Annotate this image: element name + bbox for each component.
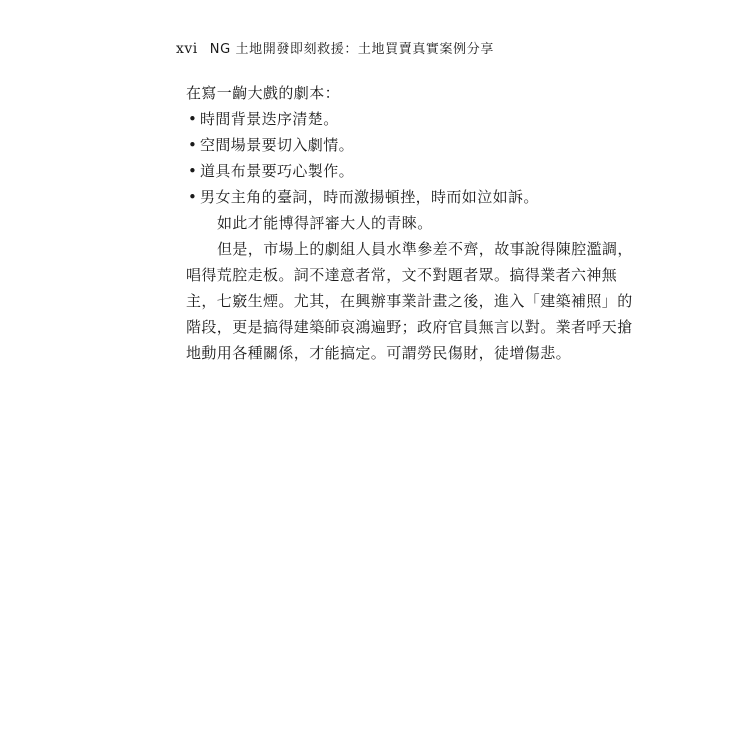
bullet-text: 空間場景要切入劇情。 <box>200 136 355 154</box>
paragraph-line: 地動用各種關係，才能搞定。可謂勞民傷財，徒增傷悲。 <box>186 344 572 362</box>
intro-line: 在寫一齣大戲的劇本： <box>186 84 341 102</box>
closing-line: 如此才能博得評審大人的青睞。 <box>217 214 433 232</box>
body-text <box>186 80 633 366</box>
paragraph-line: 階段，更是搞得建築師哀鴻遍野；政府官員無言以對。業者呼天搶 <box>186 318 633 336</box>
page-number: xvi <box>176 41 198 57</box>
running-header <box>176 38 494 58</box>
bullet-item <box>188 184 586 210</box>
bullet-item <box>188 132 586 158</box>
bullet-marker: • <box>188 110 198 128</box>
paragraph-line: 唱得荒腔走板。詞不達意者常，文不對題者眾。搞得業者六神無 <box>186 266 618 284</box>
bullet-marker: • <box>188 188 198 206</box>
bullet-item <box>188 106 586 132</box>
bullet-text: 道具布景要巧心製作。 <box>200 162 355 180</box>
bullet-marker: • <box>188 136 198 154</box>
bullet-marker: • <box>188 162 198 180</box>
book-title: NG 土地開發即刻救援：土地買賣真實案例分享 <box>209 42 494 57</box>
bullet-item <box>188 158 586 184</box>
bullet-text: 時間背景迭序清楚。 <box>200 110 339 128</box>
bullet-text: 男女主角的臺詞，時而激揚頓挫，時而如泣如訴。 <box>200 188 539 206</box>
paragraph-line: 但是，市場上的劇組人員水準參差不齊，故事說得陳腔濫調， <box>217 240 633 258</box>
paragraph-line: 主，七竅生煙。尤其，在興辦事業計畫之後，進入「建築補照」的 <box>186 292 633 310</box>
